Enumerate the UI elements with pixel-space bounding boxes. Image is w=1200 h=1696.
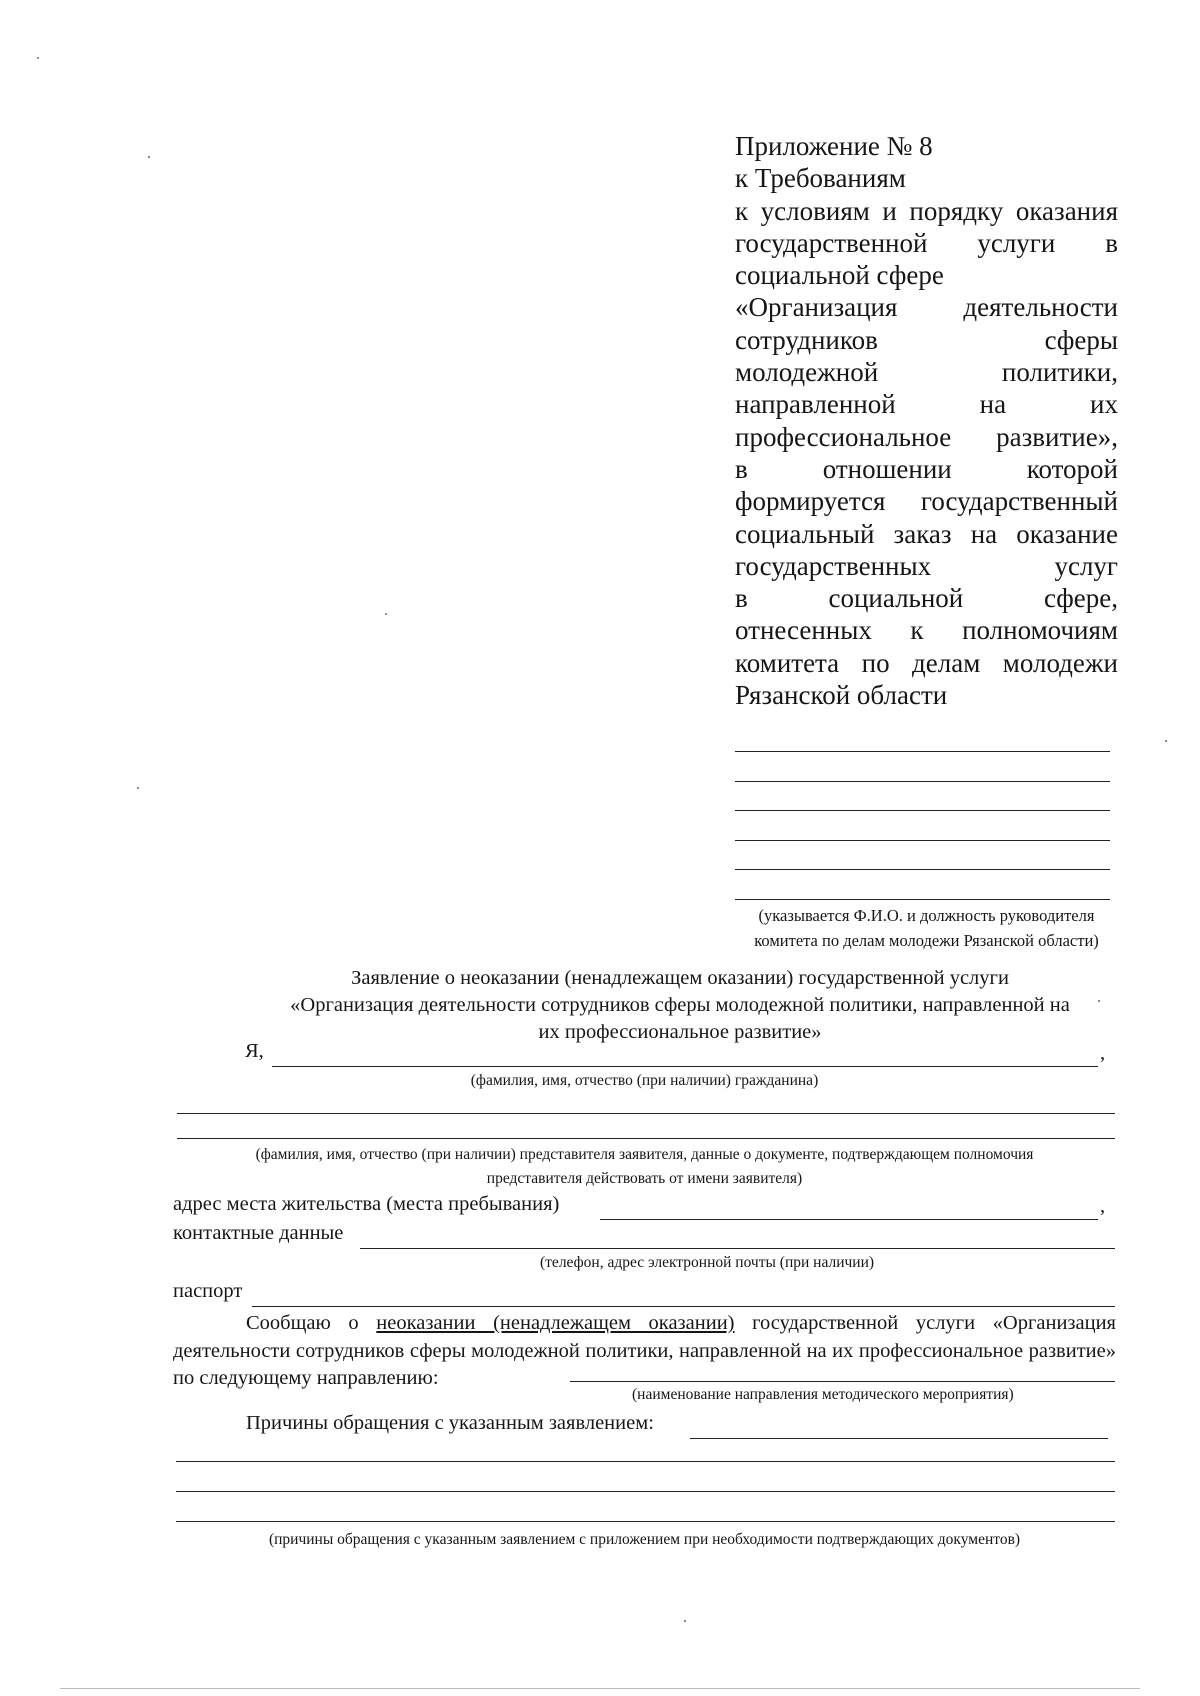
reasons-label: Причины обращения с указанным заявлением: bbox=[246, 1412, 654, 1434]
appendix-header-line: государственной услуги в bbox=[735, 227, 1118, 258]
reasons-field[interactable] bbox=[176, 1521, 1115, 1522]
appendix-header-line: Приложение № 8 bbox=[735, 131, 933, 161]
title-line: «Организация деятельности сотрудников сферы молодежной политики, направленной на bbox=[290, 994, 1070, 1016]
report-text: Сообщаю о bbox=[246, 1312, 377, 1334]
appendix-header bbox=[735, 130, 1118, 711]
ya-label: Я, bbox=[245, 1040, 264, 1062]
direction-field[interactable] bbox=[570, 1381, 1115, 1382]
reasons-field[interactable] bbox=[176, 1491, 1115, 1492]
appendix-header-line: к условиям и порядку оказания bbox=[735, 195, 1118, 226]
appendix-header-line: сотрудников сферы bbox=[735, 324, 1118, 355]
appendix-header-line: Рязанской области bbox=[735, 680, 948, 711]
report-underlined-text: неоказании (ненадлежащем оказании) bbox=[376, 1312, 735, 1334]
scan-speck bbox=[37, 57, 39, 59]
contacts-label: контактные данные bbox=[173, 1222, 344, 1244]
addressee-line bbox=[735, 810, 1110, 811]
appendix-header-line: социальный заказ на оказание bbox=[735, 518, 1118, 549]
passport-label: паспорт bbox=[173, 1280, 243, 1302]
fio-note: (фамилия, имя, отчество (при наличии) гражданина) bbox=[470, 1072, 819, 1089]
applicant-name-field[interactable] bbox=[272, 1066, 1098, 1067]
representative-field[interactable] bbox=[177, 1113, 1115, 1114]
reasons-field[interactable] bbox=[176, 1461, 1115, 1462]
contacts-field[interactable] bbox=[360, 1248, 1115, 1249]
appendix-header-line: «Организация деятельности bbox=[735, 292, 1118, 323]
scan-speck bbox=[137, 787, 139, 789]
representative-note-line: (фамилия, имя, отчество (при наличии) представителя заявителя, данные о документе, подтверждающем полномочия bbox=[255, 1146, 1034, 1163]
appendix-header-line: комитета по делам молодежи bbox=[735, 647, 1118, 678]
reasons-note: (причины обращения с указанным заявлением с приложением при необходимости подтверждающих документов) bbox=[268, 1531, 1021, 1548]
addressee-line bbox=[735, 781, 1110, 782]
comma: , bbox=[1100, 1042, 1106, 1064]
comma: , bbox=[1100, 1195, 1106, 1217]
scan-speck bbox=[684, 1620, 686, 1622]
title-line: их профессиональное развитие» bbox=[538, 1021, 822, 1043]
appendix-header-line: молодежной политики, bbox=[735, 357, 1118, 388]
addressee-note-line: комитета по делам молодежи Рязанской области) bbox=[754, 931, 1099, 950]
report-text: государственной услуги «Организация деятельности сотрудников сферы молодежной политики, направленной на их профессиональное развитие» по следующему направлению: bbox=[173, 1312, 1116, 1389]
appendix-header-line: социальной сфере bbox=[735, 260, 944, 291]
addressee-line bbox=[735, 899, 1110, 900]
passport-field[interactable] bbox=[252, 1306, 1115, 1307]
addressee-line bbox=[735, 751, 1110, 752]
scan-edge-noise bbox=[60, 1688, 1140, 1689]
title-line: Заявление о неоказании (ненадлежащем оказании) государственной услуги bbox=[351, 967, 1009, 989]
representative-note bbox=[173, 1143, 1116, 1191]
addressee-note bbox=[735, 903, 1118, 953]
appendix-header-line: профессиональное развитие», bbox=[735, 421, 1118, 452]
appendix-header-line: государственных услуг bbox=[735, 550, 1118, 581]
appendix-header-line: в отношении которой bbox=[735, 453, 1118, 484]
address-field[interactable] bbox=[600, 1219, 1098, 1220]
representative-field[interactable] bbox=[177, 1138, 1115, 1139]
appendix-header-line: формируется государственный bbox=[735, 486, 1118, 517]
reasons-field[interactable] bbox=[690, 1438, 1108, 1439]
addressee-line bbox=[735, 840, 1110, 841]
scan-speck bbox=[385, 613, 387, 615]
address-label: адрес места жительства (места пребывания) bbox=[173, 1193, 560, 1215]
direction-note: (наименование направления методического мероприятия) bbox=[632, 1386, 1014, 1403]
representative-note-line: представителя действовать от имени заявителя) bbox=[486, 1170, 803, 1187]
appendix-header-line: направленной на их bbox=[735, 389, 1118, 420]
appendix-header-line: отнесенных к полномочиям bbox=[735, 615, 1118, 646]
addressee-line bbox=[735, 869, 1110, 870]
appendix-header-line: в социальной сфере, bbox=[735, 583, 1118, 614]
addressee-note-line: (указывается Ф.И.О. и должность руководителя bbox=[758, 906, 1095, 925]
contacts-note: (телефон, адрес электронной почты (при наличии) bbox=[540, 1254, 875, 1271]
scan-speck bbox=[1165, 740, 1167, 742]
scan-speck bbox=[148, 156, 150, 158]
scan-speck bbox=[1098, 1000, 1100, 1002]
appendix-header-line: к Требованиям bbox=[735, 163, 906, 194]
statement-title bbox=[245, 965, 1115, 1046]
